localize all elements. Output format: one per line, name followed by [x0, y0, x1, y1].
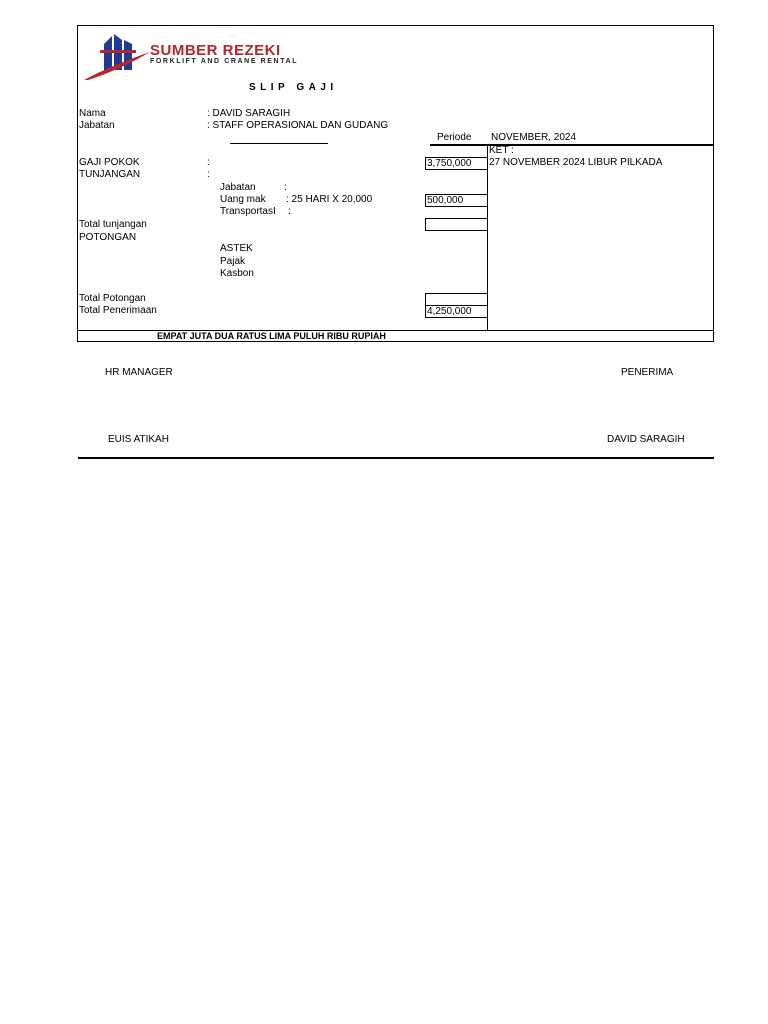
name-label: Nama [79, 108, 106, 119]
transport-allowance-colon: : [288, 206, 291, 217]
recipient-role: PENERIMA [621, 367, 674, 378]
base-salary-label: GAJI POKOK [79, 157, 140, 168]
hr-manager-role: HR MANAGER [105, 367, 173, 378]
slip-title: SLIP GAJI [249, 82, 338, 93]
net-pay-label: Total Penerimaan [79, 305, 157, 316]
base-salary-amount: 3,750,000 [425, 157, 488, 170]
position-label: Jabatan [79, 120, 115, 131]
salary-slip-frame [77, 25, 714, 342]
company-tagline: FORKLIFT AND CRANE RENTAL [150, 58, 299, 65]
allowance-label: TUNJANGAN [79, 169, 141, 180]
deduction-item: Kasbon [220, 268, 254, 279]
notes-label: KET : [489, 145, 514, 156]
allowance-colon: : [207, 169, 210, 180]
deduction-item: Pajak [220, 256, 246, 267]
base-salary-colon: : [207, 157, 210, 168]
total-allowance-amount [425, 218, 488, 231]
net-pay-amount: 4,250,000 [425, 305, 488, 318]
position-value: : STAFF OPERASIONAL DAN GUDANG [207, 120, 389, 131]
period-value: NOVEMBER, 2024 [491, 132, 577, 143]
period-label: Periode [437, 132, 472, 143]
position-allowance-colon: : [284, 182, 287, 193]
position-allowance-label: Jabatan [220, 182, 256, 193]
hr-manager-name: EUIS ATIKAH [108, 434, 169, 445]
notes-text: 27 NOVEMBER 2024 LIBUR PILKADA [489, 157, 663, 168]
transport-allowance-label: TransportasI [220, 206, 276, 217]
total-deductions-label: Total Potongan [79, 293, 146, 304]
meal-allowance-detail: : 25 HARI X 20,000 [286, 194, 373, 205]
company-logo-icon [82, 30, 152, 82]
deduction-item: ASTEK [220, 243, 253, 254]
separator-line [430, 144, 714, 146]
meal-allowance-amount: 500,000 [425, 194, 488, 207]
deductions-label: POTONGAN [79, 232, 137, 243]
recipient-name: DAVID SARAGIH [607, 434, 685, 445]
separator-line [230, 143, 328, 144]
meal-allowance-label: Uang mak [220, 194, 266, 205]
net-pay-in-words: EMPAT JUTA DUA RATUS LIMA PULUH RIBU RUPIAH [157, 331, 386, 341]
bottom-rule [78, 457, 714, 459]
name-value: : DAVID SARAGIH [207, 108, 291, 119]
company-name: SUMBER REZEKI [150, 42, 281, 59]
total-allowance-label: Total tunjangan [79, 219, 147, 230]
